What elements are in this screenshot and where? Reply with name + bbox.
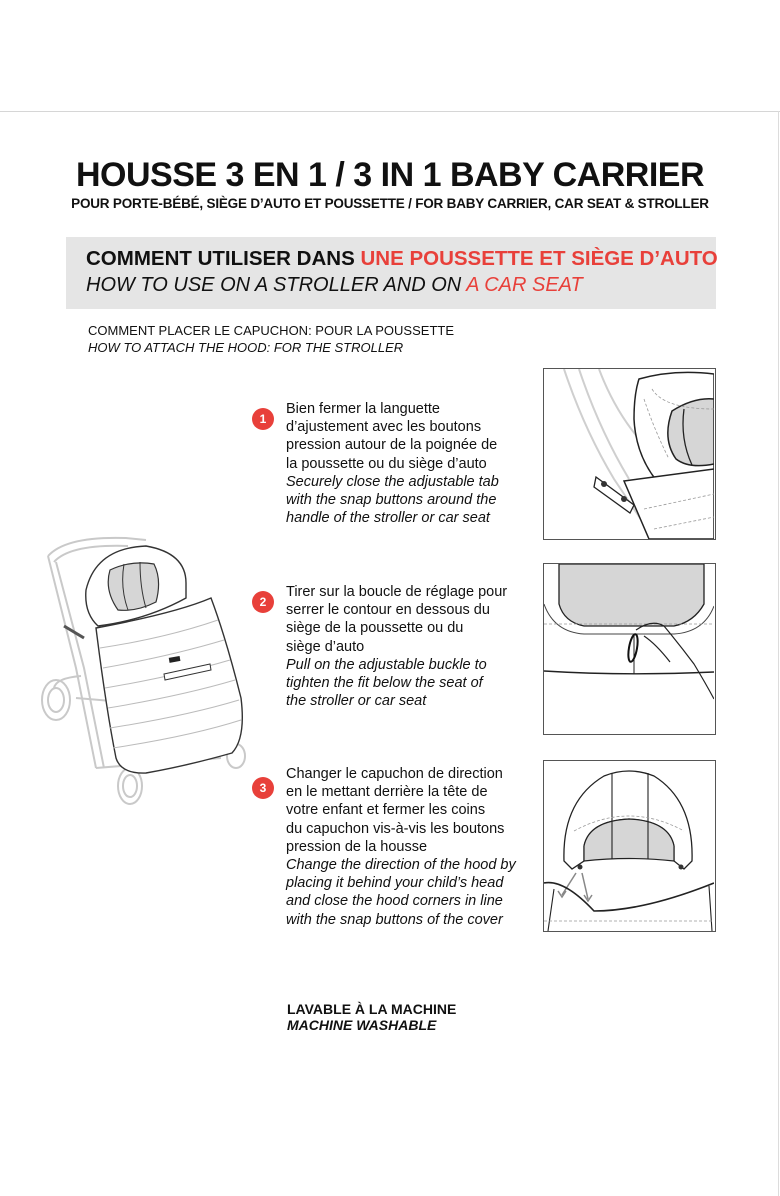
step-1-fr-line: pression autour de la poignée de [286,437,498,454]
step-1-fr-line: d’ajustement avec les boutons [286,419,482,436]
step-1-fr-line: la poussette ou du siège d’auto [286,455,487,472]
step-2-fr-line: serrer le contour en dessous du [286,602,490,619]
banner-en-red: A CAR SEAT [466,274,583,296]
step-2-fr-line: siège d’auto [286,638,365,655]
banner-heading-fr [86,247,718,271]
page-title: HOUSSE 3 EN 1 / 3 IN 1 BABY CARRIER [75,156,705,194]
right-border [778,111,779,1196]
step-1-text [286,400,499,527]
step-2-en-line: tighten the fit below the seat of [286,675,483,692]
step-2-fr-line: Tirer sur la boucle de réglage pour [286,584,508,600]
step-3-en-line: with the snap buttons of the cover [286,911,503,928]
step-1-illustration [543,368,716,540]
step-2-en-line: Pull on the adjustable buckle to [286,656,487,673]
step-1-fr-line: Bien fermer la languette [286,401,440,417]
step-2-text [286,583,507,710]
step-3-fr-line: pression de la housse [286,838,428,855]
step-3-fr-line: du capuchon vis-à-vis les boutons [286,820,505,837]
care-instructions [287,1001,456,1033]
banner-heading-en [86,274,583,297]
usage-banner [66,237,716,309]
page-subtitle: POUR PORTE-BÉBÉ, SIÈGE D’AUTO ET POUSSETTE / FOR BABY CARRIER, CAR SEAT & STROLLER [71,196,709,211]
step-2-en-line: the stroller or car seat [286,693,427,710]
step-3-illustration [543,760,716,932]
step-2-fr-line: siège de la poussette ou du [286,620,464,637]
top-divider [0,111,780,112]
banner-en-black: HOW TO USE ON A STROLLER AND ON [86,274,467,296]
step-3-fr-line: votre enfant et fermer les coins [286,802,486,819]
step-3-fr-line: en le mettant derrière la tête de [286,784,488,801]
step-3-en-line: placing it behind your child’s head [286,875,504,892]
step-1-en-line: Securely close the adjustable tab [286,473,499,490]
section-heading-en: HOW TO ATTACH THE HOOD: FOR THE STROLLER [88,340,404,355]
step-1-en-line: handle of the stroller or car seat [286,510,490,527]
step-number-badge: 2 [252,591,274,613]
step-3-text [286,765,516,929]
step-1-en-line: with the snap buttons around the [286,492,497,509]
care-fr: LAVABLE À LA MACHINE [287,1001,457,1017]
step-number-badge: 1 [252,408,274,430]
banner-fr-red: UNE POUSSETTE ET SIÈGE D’AUTO [360,247,718,270]
stroller-with-cover-illustration [36,528,256,818]
step-3-fr-line: Changer le capuchon de direction [286,766,503,782]
step-3-en-line: Change the direction of the hood by [286,857,516,874]
step-3-en-line: and close the hood corners in line [286,893,503,910]
banner-fr-black: COMMENT UTILISER DANS [86,247,361,270]
step-2-illustration [543,563,716,735]
care-en: MACHINE WASHABLE [287,1017,437,1033]
section-heading-fr: COMMENT PLACER LE CAPUCHON: POUR LA POUSSETTE [88,323,454,338]
step-number-badge: 3 [252,777,274,799]
